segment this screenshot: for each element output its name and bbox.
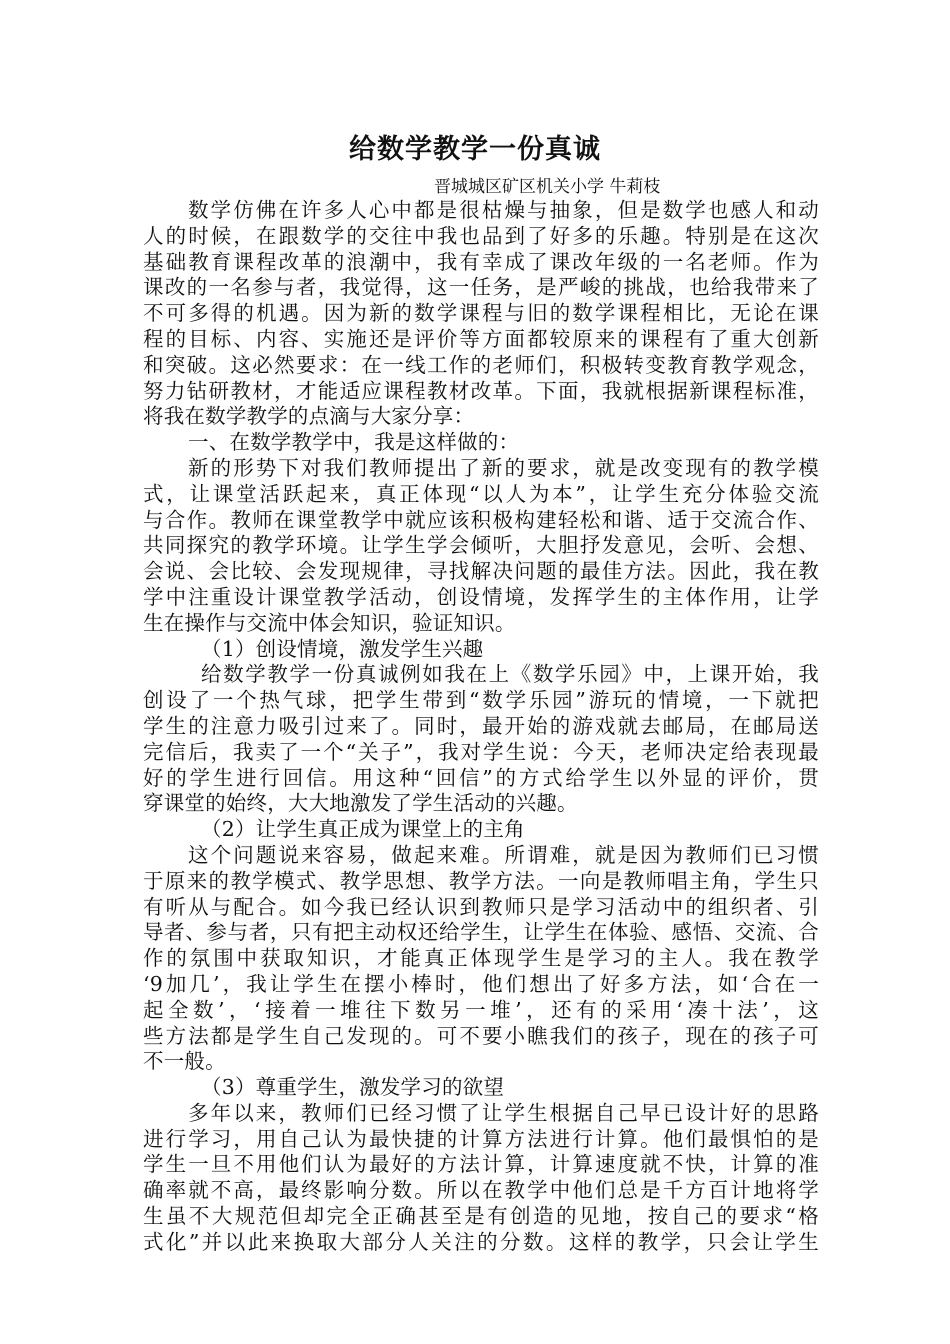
text-line: 生虽不大规范但却完全正确甚至是有创造的见地，按自己的要求“格 (143, 1204, 819, 1229)
text-line: 导者、参与者，只有把主动权还给学生，让学生在体验、感悟、交流、合 (143, 920, 819, 945)
subsection-heading: （2）让学生真正成为课堂上的主角 (201, 817, 525, 842)
text-line: 完信后，我卖了一个“关子”，我对学生说：今天，老师决定给表现最 (143, 739, 819, 764)
text-line: 学生的注意力吸引过来了。同时，最开始的游戏就去邮局，在邮局送 (143, 713, 819, 738)
text-line: 作的氛围中获取知识，才能真正体现学生是学习的主人。我在教学 (143, 946, 819, 971)
author-byline: 晋城城区矿区机关小学 牛莉枝 (434, 177, 661, 197)
text-line: 新的形势下对我们教师提出了新的要求，就是改变现有的教学模 (188, 455, 819, 480)
text-line: 穿课堂的始终，大大地激发了学生活动的兴趣。 (143, 791, 578, 816)
text-line: 这个问题说来容易，做起来难。所谓难，就是因为教师们已习惯 (188, 842, 819, 867)
text-line: 创设了一个热气球，把学生带到“数学乐园”游玩的情境，一下就把 (143, 688, 819, 713)
text-line: 有听从与配合。如今我已经认识到教师只是学习活动中的组织者、引 (143, 894, 819, 919)
text-line: 生在操作与交流中体会知识，验证知识。 (143, 610, 516, 635)
text-line: 程的目标、内容、实施还是评价等方面都较原来的课程有了重大创新 (143, 326, 819, 351)
text-line: 与合作。教师在课堂教学中就应该积极构建轻松和谐、适于交流合作、 (143, 507, 819, 532)
text-line: 多年以来，教师们已经习惯了让学生根据自己早已设计好的思路 (188, 1100, 819, 1125)
text-line: 于原来的教学模式、教学思想、教学方法。一向是教师唱主角，学生只 (143, 868, 819, 893)
text-line: 确率就不高，最终影响分数。所以在教学中他们总是千方百计地将学 (143, 1178, 819, 1203)
text-line: 式，让课堂活跃起来，真正体现“以人为本”，让学生充分体验交流 (143, 481, 819, 506)
text-line: 基础教育课程改革的浪潮中，我有幸成了课改年级的一名老师。作为 (143, 249, 819, 274)
text-line: 会说、会比较、会发现规律，寻找解决问题的最佳方法。因此，我在教 (143, 559, 819, 584)
text-line: 将我在数学教学的点滴与大家分享： (143, 404, 475, 429)
text-line: 好的学生进行回信。用这种“回信”的方式给学生以外显的评价，贯 (143, 765, 819, 790)
text-line: 些方法都是学生自己发现的。可不要小瞧我们的孩子，现在的孩子可 (143, 1023, 819, 1048)
text-line: 起全数’，‘接着一堆往下数另一堆’，还有的采用‘凑十法’，这 (143, 997, 819, 1022)
subsection-heading: （3）尊重学生，激发学习的欲望 (201, 1075, 505, 1100)
text-line: 努力钻研教材，才能适应课程教材改革。下面，我就根据新课程标准， (143, 378, 819, 403)
text-line: 共同探究的教学环境。让学生学会倾听，大胆抒发意见，会听、会想、 (143, 533, 819, 558)
document-body (143, 198, 819, 1256)
text-line: 学中注重设计课堂教学活动，创设情境，发挥学生的主体作用，让学 (143, 584, 819, 609)
text-line: 学生一旦不用他们认为最好的方法计算，计算速度就不快，计算的准 (143, 1152, 819, 1177)
text-line: ‘9加几’，我让学生在摆小棒时，他们想出了好多方法，如‘合在一 (143, 971, 819, 996)
subsection-heading: （1）创设情境，激发学生兴趣 (201, 636, 484, 661)
section-heading: 一、在数学教学中，我是这样做的： (188, 430, 520, 455)
text-line: 数学仿佛在许多人心中都是很枯燥与抽象，但是数学也感人和动 (188, 198, 819, 222)
text-line: 不一般。 (143, 1049, 226, 1074)
text-line: 式化”并以此来换取大部分人关注的分数。这样的教学，只会让学生 (143, 1229, 819, 1254)
text-line: 人的时候，在跟数学的交往中我也品到了好多的乐趣。特别是在这次 (143, 223, 819, 248)
text-line: 和突破。这必然要求：在一线工作的老师们，积极转变教育教学观念， (143, 352, 819, 377)
document-title: 给数学教学一份真诚 (349, 134, 601, 165)
text-line: 进行学习，用自己认为最快捷的计算方法进行计算。他们最惧怕的是 (143, 1126, 819, 1151)
text-line: 不可多得的机遇。因为新的数学课程与旧的数学课程相比，无论在课 (143, 301, 819, 326)
text-line: 给数学教学一份真诚例如我在上《数学乐园》中，上课开始，我 (201, 662, 819, 687)
text-line: 课改的一名参与者，我觉得，这一任务，是严峻的挑战，也给我带来了 (143, 275, 819, 300)
